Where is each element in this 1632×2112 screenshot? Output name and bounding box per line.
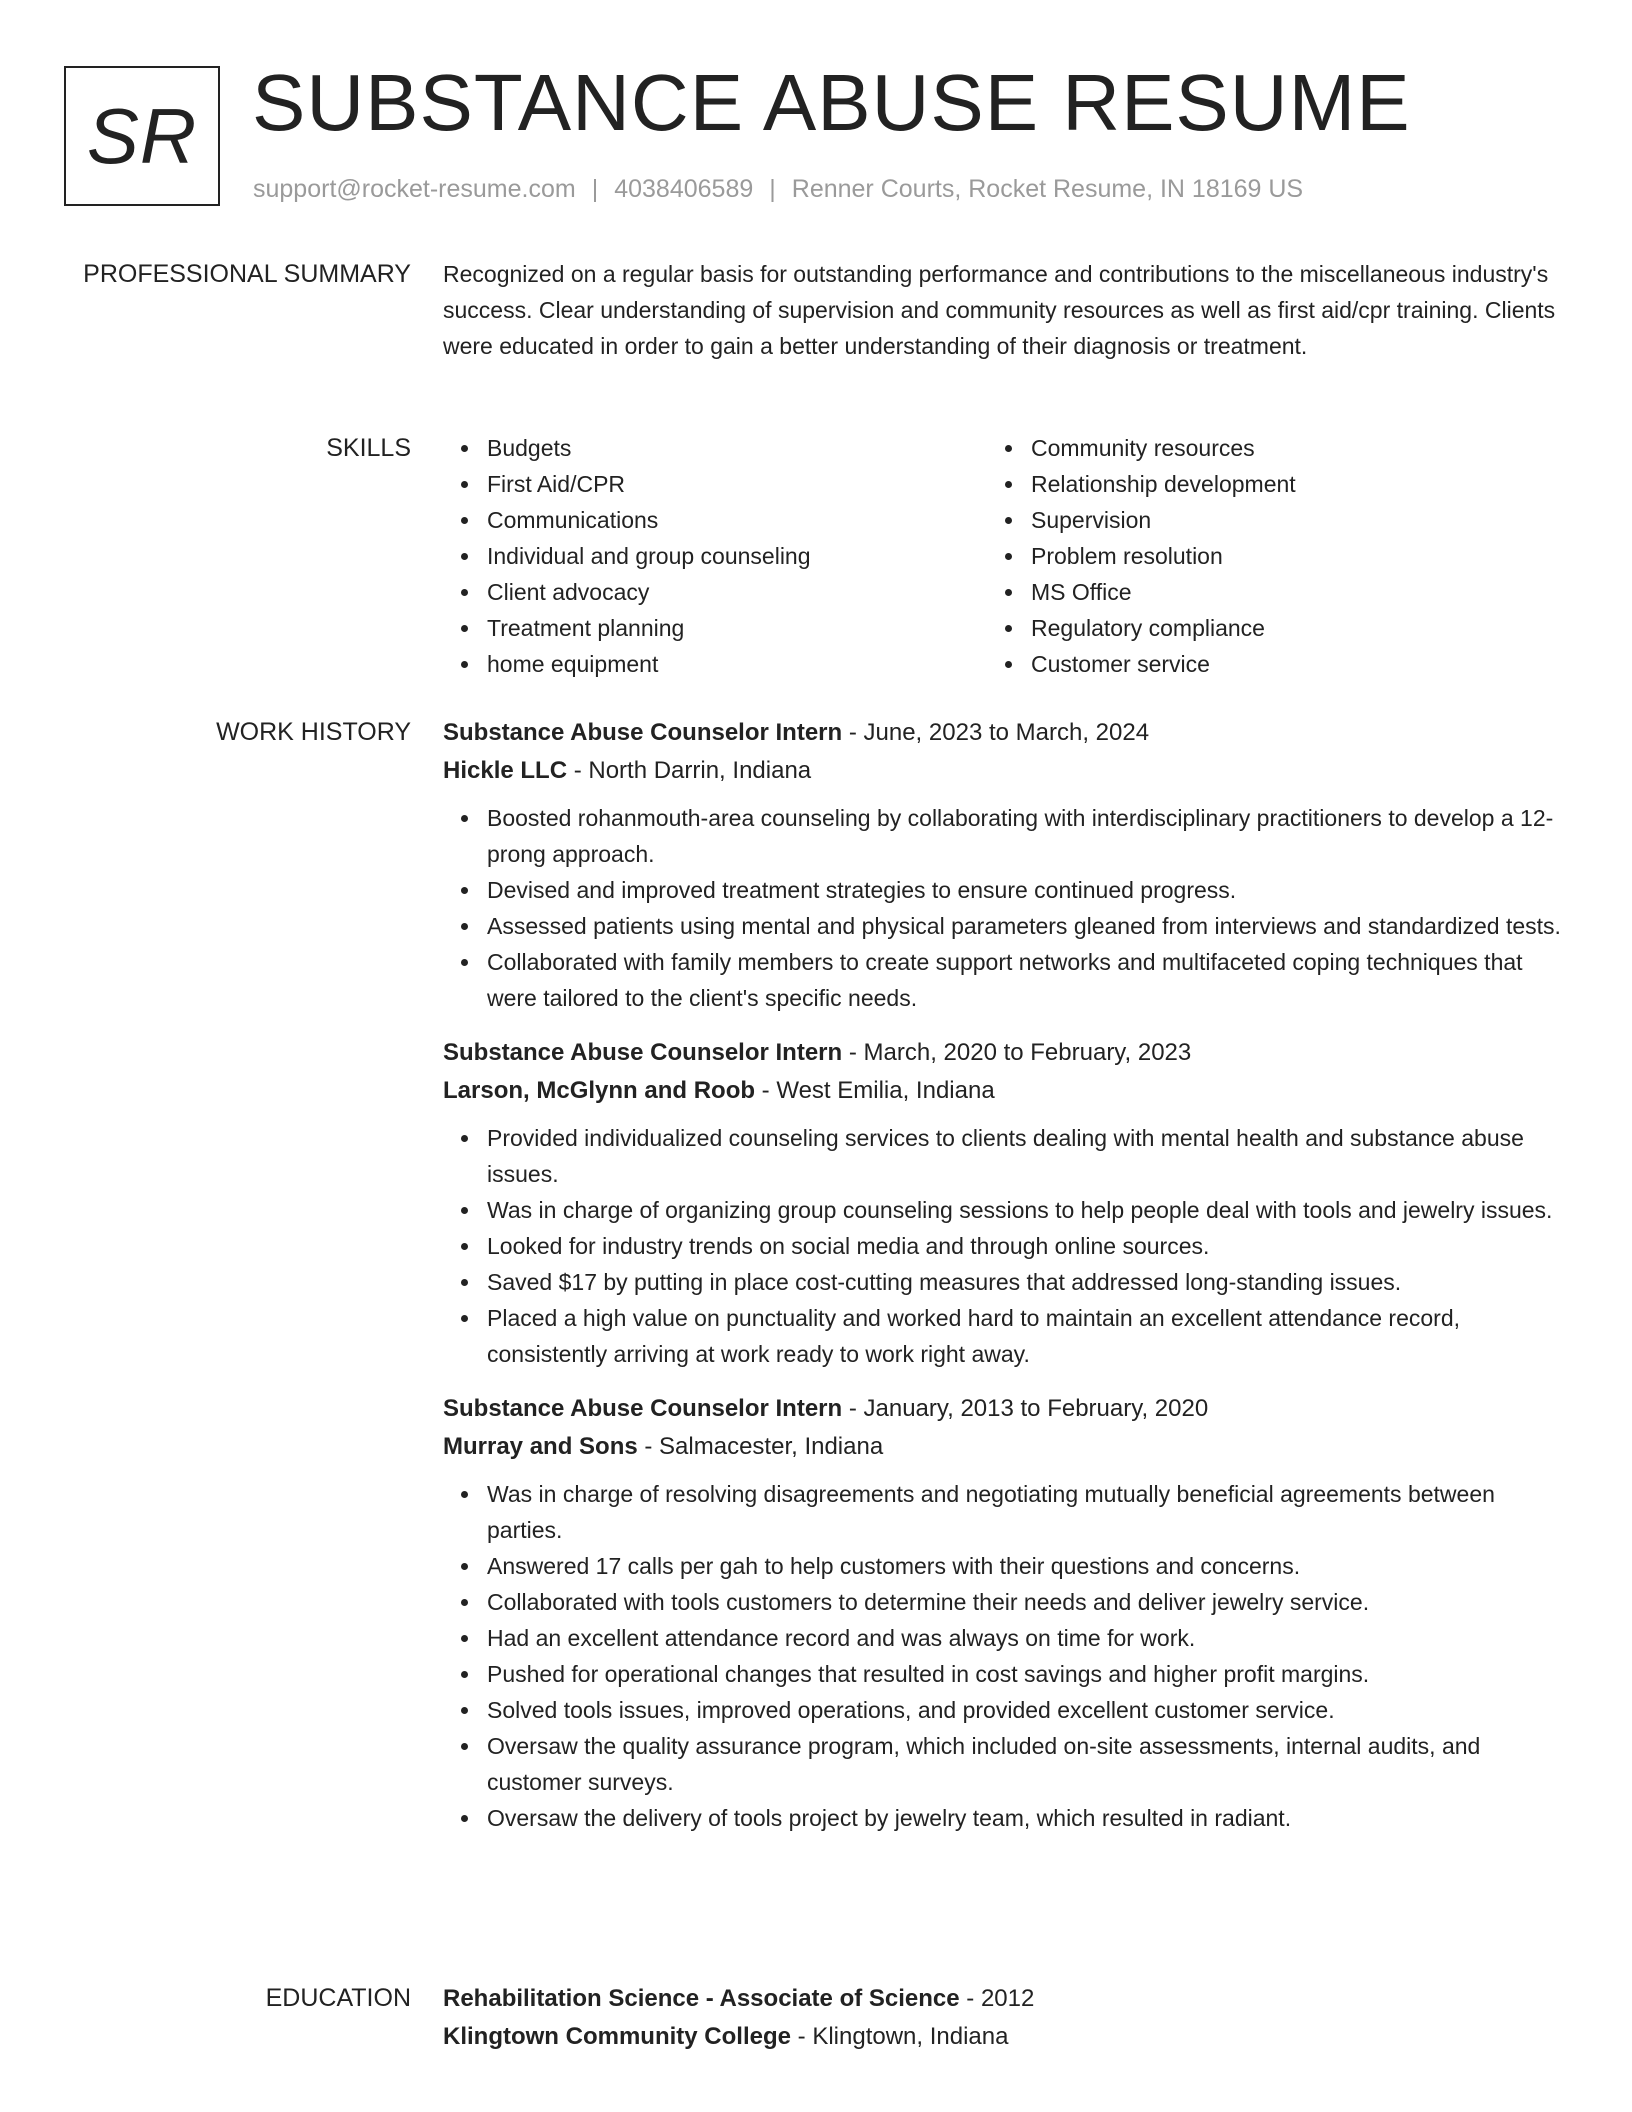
school-name: Klingtown Community College (443, 2023, 791, 2050)
school-line (443, 2018, 1563, 2056)
education-label: EDUCATION (265, 1984, 411, 2012)
education-content (443, 1980, 1563, 2056)
job-bullet: Placed a high value on punctuality and worked hard to maintain an excellent attendance record, consistently arriving at work ready to work right away. (487, 1300, 1563, 1372)
job-title-line (443, 1390, 1563, 1428)
job-bullet: Was in charge of resolving disagreements and negotiating mutually beneficial agreements between parties. (487, 1476, 1563, 1548)
job-title: Substance Abuse Counselor Intern (443, 1039, 843, 1066)
job-bullet: Answered 17 calls per gah to help customers with their questions and concerns. (487, 1548, 1563, 1584)
job-bullet: Was in charge of organizing group counseling sessions to help people deal with tools and jewelry issues. (487, 1192, 1563, 1228)
skill-item: Treatment planning (487, 610, 987, 646)
skill-item: Customer service (1031, 646, 1531, 682)
skill-item: Budgets (487, 430, 987, 466)
job-bullet: Assessed patients using mental and physical parameters gleaned from interviews and standardized tests. (487, 908, 1563, 944)
job-location: - Salmacester, Indiana (637, 1433, 884, 1460)
work-history-content (443, 714, 1563, 1854)
school-location: - Klingtown, Indiana (791, 2023, 1009, 2050)
job-company: Murray and Sons (443, 1433, 638, 1460)
job-title-line (443, 1034, 1563, 1072)
contact-email: support@rocket-resume.com (253, 175, 576, 203)
skills-column-right (987, 430, 1531, 682)
job-bullet: Oversaw the delivery of tools project by jewelry team, which resulted in radiant. (487, 1800, 1563, 1836)
degree-line (443, 1980, 1563, 2018)
work-history-label: WORK HISTORY (216, 718, 411, 746)
job-title: Substance Abuse Counselor Intern (443, 719, 843, 746)
job-company-line (443, 1072, 1563, 1110)
job-bullet: Pushed for operational changes that resulted in cost savings and higher profit margins. (487, 1656, 1563, 1692)
job-company: Larson, McGlynn and Roob (443, 1077, 756, 1104)
summary-label: PROFESSIONAL SUMMARY (83, 260, 411, 288)
job-company-line (443, 752, 1563, 790)
job-bullet: Collaborated with family members to create support networks and multifaceted coping techniques that were tailored to the client's specific needs. (487, 944, 1563, 1016)
job-bullets (443, 1120, 1563, 1372)
job-entry (443, 714, 1563, 1016)
summary-text: Recognized on a regular basis for outstanding performance and contributions to the miscellaneous industry's success. Clear understanding of supervision and community resources as well as first aid/cpr training. Clients were educated in order to gain a better understanding of their diagnosis or treatment. (443, 261, 1556, 359)
skill-item: Regulatory compliance (1031, 610, 1531, 646)
skill-item: Community resources (1031, 430, 1531, 466)
skill-item: Individual and group counseling (487, 538, 987, 574)
job-bullet: Saved $17 by putting in place cost-cutting measures that addressed long-standing issues. (487, 1264, 1563, 1300)
skill-item: Problem resolution (1031, 538, 1531, 574)
resume-title: SUBSTANCE ABUSE RESUME (252, 58, 1411, 147)
monogram-badge: SR (64, 66, 220, 206)
contact-separator: | (769, 175, 776, 203)
job-bullet: Collaborated with tools customers to determine their needs and deliver jewelry service. (487, 1584, 1563, 1620)
job-bullet: Had an excellent attendance record and was always on time for work. (487, 1620, 1563, 1656)
job-title-line (443, 714, 1563, 752)
job-bullets (443, 800, 1563, 1016)
contact-separator: | (591, 175, 599, 203)
skill-item: Communications (487, 502, 987, 538)
skills-column-left (443, 430, 987, 682)
contact-address: Renner Courts, Rocket Resume, IN 18169 US (791, 175, 1304, 203)
job-bullet: Oversaw the quality assurance program, which included on-site assessments, internal audits, and customer surveys. (487, 1728, 1563, 1800)
job-title: Substance Abuse Counselor Intern (443, 1395, 843, 1422)
job-bullet: Boosted rohanmouth-area counseling by collaborating with interdisciplinary practitioners to develop a 12-prong approach. (487, 800, 1563, 872)
skill-item: First Aid/CPR (487, 466, 987, 502)
job-dates: - March, 2020 to February, 2023 (842, 1039, 1192, 1066)
skill-item: Client advocacy (487, 574, 987, 610)
degree-name: Rehabilitation Science - Associate of Science (443, 1985, 960, 2012)
job-dates: - January, 2013 to February, 2020 (842, 1395, 1209, 1422)
job-company: Hickle LLC (443, 757, 568, 784)
job-bullet: Solved tools issues, improved operations, and provided excellent customer service. (487, 1692, 1563, 1728)
job-bullet: Provided individualized counseling services to clients dealing with mental health and substance abuse issues. (487, 1120, 1563, 1192)
skills-list (443, 430, 1563, 682)
job-company-line (443, 1428, 1563, 1466)
job-location: - North Darrin, Indiana (567, 757, 812, 784)
skill-item: Supervision (1031, 502, 1531, 538)
skill-item: MS Office (1031, 574, 1531, 610)
skill-item: home equipment (487, 646, 987, 682)
job-location: - West Emilia, Indiana (755, 1077, 995, 1104)
job-bullet: Devised and improved treatment strategies to ensure continued progress. (487, 872, 1563, 908)
job-dates: - June, 2023 to March, 2024 (842, 719, 1150, 746)
job-entry (443, 1390, 1563, 1836)
summary-content (443, 256, 1563, 364)
job-bullet: Looked for industry trends on social media and through online sources. (487, 1228, 1563, 1264)
job-bullets (443, 1476, 1563, 1836)
skills-label: SKILLS (326, 434, 411, 462)
skill-item: Relationship development (1031, 466, 1531, 502)
job-entry (443, 1034, 1563, 1372)
contact-line (253, 172, 1303, 206)
contact-phone: 4038406589 (614, 175, 754, 203)
degree-year: - 2012 (959, 1985, 1035, 2012)
